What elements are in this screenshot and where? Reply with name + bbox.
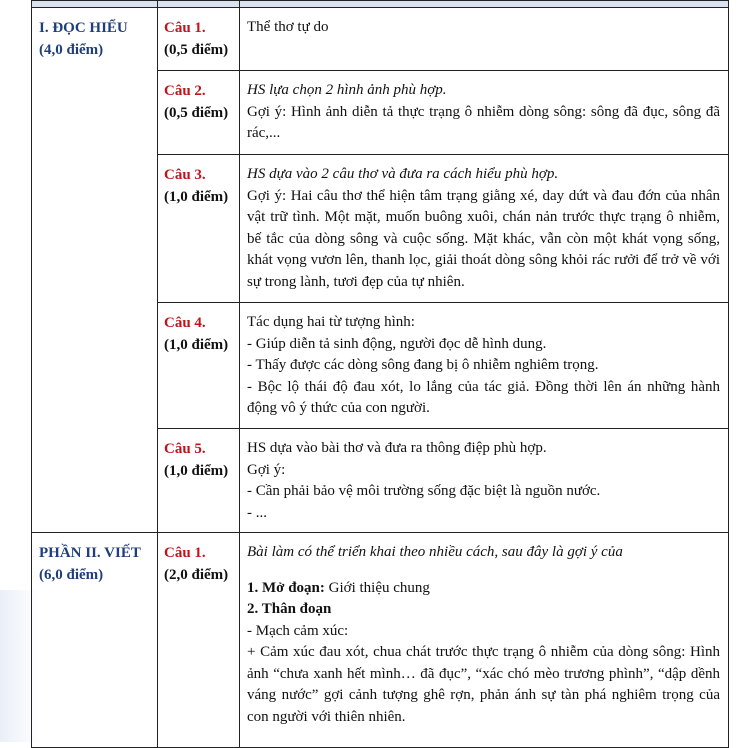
question-cell (158, 71, 240, 155)
answer-line: - ... (247, 504, 267, 521)
question-points: (1,0 điểm) (164, 462, 229, 479)
answer-line: HS dựa vào 2 câu thơ và đưa ra cách hiểu phù hợp. (247, 166, 559, 182)
question-points: (2,0 điểm) (164, 566, 229, 583)
question-label: Câu 5. (164, 441, 206, 457)
table-row (32, 533, 729, 748)
answer-line: - Giúp diễn tả sinh động, người đọc dễ hình dung. (247, 335, 547, 352)
answer-line: - Bộc lộ thái độ đau xót, lo lắng của tác giả. Đồng thời lên án những hành động vô ý thức của con người. (247, 378, 720, 416)
question-cell (158, 533, 240, 748)
question-points: (0,5 điểm) (164, 104, 229, 121)
question-points: (0,5 điểm) (164, 41, 229, 58)
answer-line: - Thấy được các dòng sông đang bị ô nhiễm nghiêm trọng. (247, 357, 599, 373)
answer-cell (240, 429, 729, 533)
answer-line: Tác dụng hai từ tượng hình: (247, 314, 415, 330)
answer-line: Thể thơ tự do (247, 19, 329, 35)
answer-cell (240, 155, 729, 303)
opening-text: Giới thiệu chung (324, 579, 430, 596)
question-cell (158, 429, 240, 533)
table-header-row (32, 1, 729, 8)
answer-cell (240, 8, 729, 71)
opening-label: 1. Mở đoạn: (247, 579, 325, 596)
question-cell (158, 303, 240, 429)
section-cell-reading (32, 8, 158, 533)
section-title: PHẦN II. VIẾT (39, 545, 141, 561)
answer-line: HS lựa chọn 2 hình ảnh phù hợp. (247, 82, 447, 98)
answer-line (247, 578, 720, 600)
question-label: Câu 1. (164, 545, 206, 561)
section-points: (6,0 điểm) (39, 566, 104, 583)
question-label: Câu 1. (164, 20, 206, 36)
answer-cell (240, 533, 729, 748)
section-title: I. ĐỌC HIỂU (39, 20, 128, 36)
question-points: (1,0 điểm) (164, 188, 229, 205)
body-label: 2. Thân đoạn (247, 601, 332, 617)
answer-line: - Cần phải bảo vệ môi trường sống đặc biệt là nguồn nước. (247, 483, 601, 499)
answer-line: HS dựa vào bài thơ và đưa ra thông điệp phù hợp. (247, 440, 547, 456)
answer-cell (240, 71, 729, 155)
question-label: Câu 2. (164, 83, 206, 99)
question-points: (1,0 điểm) (164, 336, 229, 353)
answer-line: Gợi ý: Hai câu thơ thể hiện tâm trạng giằng xé, day dứt và đau đớn của nhân vật trữ tình. Một mặt, muốn buông xuôi, chán nản trước thực trạng ô nhiễm, bế tắc của dòng sông và cuộc sống. Mặt khác, vẫn còn một khát vọng sống, khát vọng vươn lên, thanh lọc, giải thoát dòng sông khỏi rác rưởi để trở về với sự trong lành, tươi đẹp của tự nhiên. (247, 187, 720, 290)
answer-cell (240, 303, 729, 429)
question-cell (158, 155, 240, 303)
answer-line: - Mạch cảm xúc: (247, 622, 349, 639)
question-label: Câu 4. (164, 315, 206, 331)
answer-line: Gợi ý: Hình ảnh diễn tả thực trạng ô nhiễm dòng sông: sông đã đục, sông đã rác,... (247, 103, 720, 141)
answer-line: + Cảm xúc đau xót, chua chát trước thực trạng ô nhiễm của dòng sông: Hình ảnh “chưa xanh hết mình… đã đục”, “xác chó mèo trương phình”, “dập dềnh váng nước” gợi cảnh tượng ghê rợn, phản ánh sự tàn phá nghiêm trọng của con người với thiên nhiên. (247, 644, 720, 725)
answer-key-table (31, 0, 729, 748)
answer-intro: Bài làm có thể triển khai theo nhiều cách, sau đây là gợi ý của (247, 544, 623, 560)
answer-line: Gợi ý: (247, 461, 286, 478)
section-points: (4,0 điểm) (39, 41, 104, 58)
section-cell-writing (32, 533, 158, 748)
table-row (32, 8, 729, 71)
question-cell (158, 8, 240, 71)
question-label: Câu 3. (164, 167, 206, 183)
